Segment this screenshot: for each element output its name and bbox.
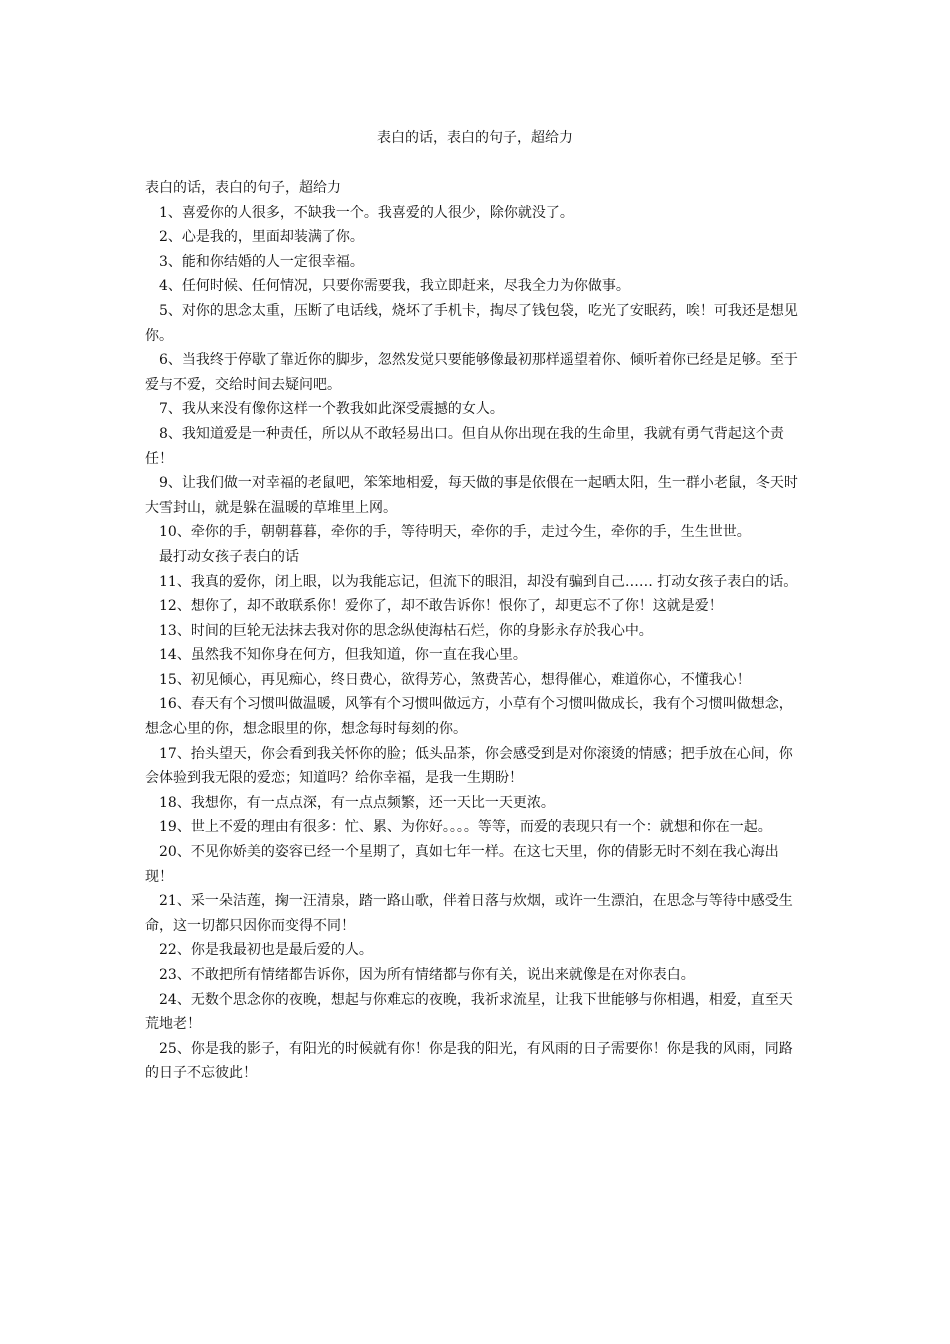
document-body [145,176,805,1086]
paragraph: 1、喜爱你的人很多，不缺我一个。我喜爱的人很少，除你就没了。 [159,204,574,221]
paragraph: 4、任何时候、任何情况，只要你需要我，我立即赶来，尽我全力为你做事。 [159,278,630,295]
paragraph: 14、虽然我不知你身在何方，但我知道，你一直在我心里。 [159,647,527,664]
paragraph: 2、心是我的，里面却装满了你。 [159,229,364,246]
paragraph: 18、我想你，有一点点深，有一点点频繁，还一天比一天更浓。 [159,794,555,811]
paragraph: 21、采一朵洁莲，掬一汪清泉，踏一路山歌，伴着日落与炊烟，或许一生漂泊，在思念与等待中感受生命，这一切都只因你而变得不同！ [145,893,793,934]
paragraph: 24、无数个思念你的夜晚，想起与你难忘的夜晚，我祈求流星，让我下世能够与你相遇，相爱，直至天荒地老！ [145,991,793,1033]
paragraph: 15、初见倾心，再见痴心，终日费心，欲得芳心，煞费苦心，想得催心，难道你心，不懂我心！ [159,671,751,688]
paragraph: 19、世上不爱的理由有很多：忙、累、为你好。。。。等等，而爱的表现只有一个：就想和你在一起。 [159,819,772,836]
paragraph: 9、让我们做一对幸福的老鼠吧，笨笨地相爱，每天做的事是依偎在一起晒太阳，生一群小老鼠，冬天时大雪封山，就是躲在温暖的草堆里上网。 [145,475,798,516]
paragraph: 25、你是我的影子，有阳光的时候就有你！你是我的阳光，有风雨的日子需要你！你是我的风雨，同路的日子不忘彼此！ [145,1040,793,1082]
paragraph: 10、牵你的手，朝朝暮暮，牵你的手，等待明天，牵你的手，走过今生，牵你的手，生生世世。 [159,524,751,541]
paragraph: 22、你是我最初也是最后爱的人。 [159,942,373,959]
paragraph: 7、我从来没有像你这样一个教我如此深受震撼的女人。 [159,401,504,418]
section-heading: 最打动女孩子表白的话 [159,548,299,565]
document-title: 表白的话，表白的句子，超给力 [377,130,573,146]
paragraph: 16、春天有个习惯叫做温暖，风筝有个习惯叫做远方，小草有个习惯叫做成长，我有个习惯叫做想念，想念心里的你，想念眼里的你，想念每时每刻的你。 [145,696,793,738]
paragraph-heading: 表白的话，表白的句子，超给力 [145,180,341,196]
paragraph: 5、对你的思念太重，压断了电话线，烧坏了手机卡，掏尽了钱包袋，吃光了安眠药，唉！可我还是想见你。 [145,302,798,344]
paragraph: 8、我知道爱是一种责任，所以从不敢轻易出口。但自从你出现在我的生命里，我就有勇气背起这个责任！ [145,425,784,467]
paragraph: 3、能和你结婚的人一定很幸福。 [159,253,364,270]
paragraph: 20、不见你娇美的姿容已经一个星期了，真如七年一样。在这七天里，你的倩影无时不刻在我心海出现！ [145,844,779,885]
paragraph: 12、想你了，却不敢联系你！爱你了，却不敢告诉你！恨你了，却更忘不了你！这就是爱！ [159,598,723,615]
paragraph: 11、我真的爱你，闭上眼，以为我能忘记，但流下的眼泪，却没有骗到自己…… 打动女孩子表白的话。 [159,573,798,590]
paragraph: 13、时间的巨轮无法抹去我对你的思念纵使海枯石烂，你的身影永存於我心中。 [159,622,653,639]
paragraph: 17、抬头望天，你会看到我关怀你的脸；低头品茶，你会感受到是对你滚烫的情感；把手放在心间，你会体验到我无限的爱恋；知道吗？给你幸福，是我一生期盼！ [145,745,793,787]
paragraph: 6、当我终于停歇了靠近你的脚步，忽然发觉只要能够像最初那样遥望着你、倾听着你已经是足够。至于爱与不爱，交给时间去疑问吧。 [145,352,798,393]
paragraph: 23、不敢把所有情绪都告诉你，因为所有情绪都与你有关，说出来就像是在对你表白。 [159,967,695,983]
